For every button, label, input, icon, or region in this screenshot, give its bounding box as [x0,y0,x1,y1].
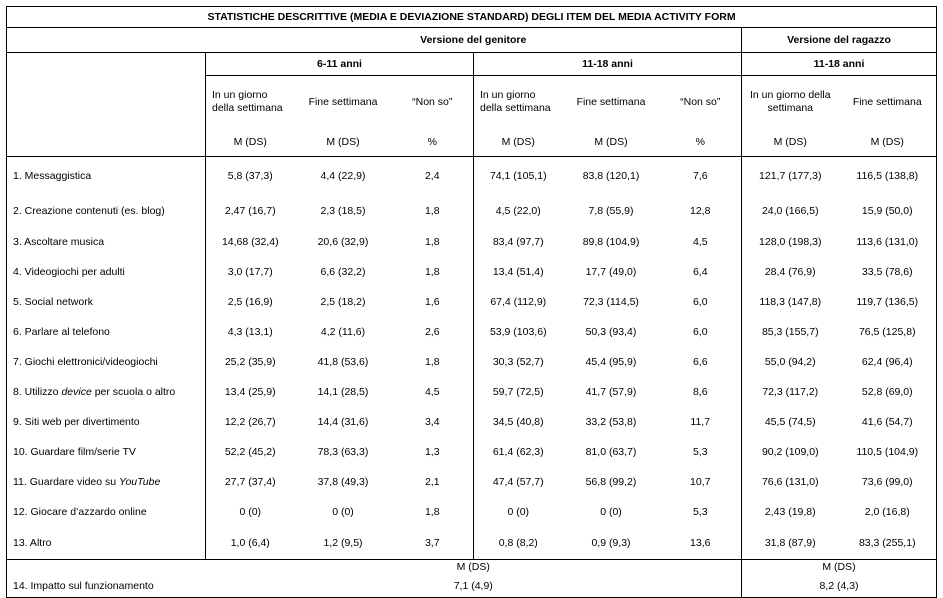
value-cell: 78,3 (63,3) [317,445,369,458]
value-cell: 2,3 (18,5) [320,204,366,217]
value-cell: 53,9 (103,6) [474,317,563,347]
table-title: STATISTICHE DESCRITTIVE (MEDIA E DEVIAZIONE STANDARD) DEGLI ITEM DEL MEDIA ACTIVITY FORM [7,7,937,28]
value-cell: 17,7 (49,0) [585,265,637,278]
value-cell: 4,4 (22,9) [320,169,366,182]
value-cell: 25,2 (35,9) [224,355,276,368]
subheader-weekday: In un giorno della settimana [212,89,283,114]
value-cell: 116,5 (138,8) [839,157,937,196]
value-cell: 74,1 (105,1) [474,157,563,196]
empty-cell [7,560,206,576]
value-cell: 67,4 (112,9) [474,287,563,317]
subheader-weekday: In un giorno della settimana [742,76,839,129]
row-label: 13. Altro [7,527,206,560]
child-age-11-18-header: 11-18 anni [742,53,937,76]
value-cell: 52,2 (45,2) [224,445,276,458]
unit-mds: M (DS) [563,128,660,157]
value-cell: 0,9 (9,3) [591,536,631,549]
impact-parent-value: 7,1 (4,9) [206,575,742,598]
value-cell: 0,8 (8,2) [474,527,563,560]
parent-age-11-18-header: 11-18 anni [474,53,742,76]
row-label: 3. Ascoltare musica [7,227,206,257]
value-cell: 1,3 [424,445,440,458]
value-cell: 2,1 [424,475,440,488]
value-cell: 121,7 (177,3) [742,157,839,196]
value-cell: 73,6 (99,0) [839,467,937,497]
value-cell: 76,6 (131,0) [742,467,839,497]
value-cell: 11,7 [690,415,711,428]
group-header-row [7,28,937,53]
value-cell: 13,4 (51,4) [474,257,563,287]
value-cell: 72,3 (114,5) [583,295,639,308]
value-cell: 6,6 (32,2) [320,265,366,278]
value-cell: 3,4 [424,415,440,428]
empty-header-cell [7,53,206,76]
table-row [7,195,937,227]
value-cell: 113,6 (131,0) [839,227,937,257]
table-row [7,347,937,377]
row-label-italic: device [61,385,92,398]
impact-row [7,575,937,598]
value-cell: 1,6 [424,295,440,308]
row-label: 5. Social network [7,287,206,317]
value-cell: 128,0 (198,3) [742,227,839,257]
row-label [7,377,206,407]
table-row [7,437,937,467]
value-cell: 5,8 (37,3) [227,169,273,182]
table-row [7,407,937,437]
value-cell: 56,8 (99,2) [585,475,637,488]
value-cell: 89,8 (104,9) [582,235,640,248]
impact-parent-mds-label: M (DS) [206,560,742,576]
value-cell: 34,5 (40,8) [474,407,563,437]
value-cell: 1,8 [424,265,440,278]
value-cell: 52,8 (69,0) [839,377,937,407]
subheader-weekend: Fine settimana [308,95,378,108]
table-row [7,377,937,407]
empty-header-cell [7,28,206,53]
value-cell: 72,3 (117,2) [742,377,839,407]
row-label-text: per scuola o altro [91,385,176,398]
unit-row [7,128,937,157]
value-cell: 41,8 (53,6) [317,355,369,368]
unit-mds: M (DS) [474,128,563,157]
value-cell: 5,3 [692,505,708,518]
value-cell: 45,5 (74,5) [742,407,839,437]
impact-mds-row [7,560,937,576]
value-cell: 59,7 (72,5) [474,377,563,407]
unit-mds: M (DS) [742,128,839,157]
data-rows [7,157,937,560]
table-row [7,467,937,497]
subheader-dontknow: “Non so” [412,95,453,108]
subheader-row [7,76,937,129]
value-cell: 6,6 [692,355,708,368]
value-cell: 13,6 [690,536,711,549]
value-cell: 119,7 (136,5) [839,287,937,317]
value-cell: 5,3 [692,445,708,458]
value-cell: 14,4 (31,6) [317,415,369,428]
row-label: 1. Messaggistica [7,157,206,196]
value-cell: 62,4 (96,4) [839,347,937,377]
value-cell: 6,4 [692,265,708,278]
value-cell: 20,6 (32,9) [317,235,369,248]
value-cell: 4,2 (11,6) [320,325,366,338]
row-label-text: 11. Guardare video su [13,475,120,488]
value-cell: 83,4 (97,7) [474,227,563,257]
value-cell: 4,5 [692,235,708,248]
table-row [7,287,937,317]
value-cell: 10,7 [690,475,711,488]
value-cell: 3,7 [424,536,440,549]
table-title-row [7,7,937,28]
age-header-row [7,53,937,76]
value-cell: 4,3 (13,1) [227,325,273,338]
subheader-weekend: Fine settimana [839,76,937,129]
parent-age-6-11-header: 6-11 anni [206,53,474,76]
value-cell: 24,0 (166,5) [742,195,839,227]
value-cell: 3,0 (17,7) [227,265,273,278]
table-row [7,527,937,560]
value-cell: 0 (0) [332,505,354,518]
value-cell: 85,3 (155,7) [742,317,839,347]
unit-mds: M (DS) [839,128,937,157]
value-cell: 76,5 (125,8) [839,317,937,347]
value-cell: 1,2 (9,5) [323,536,363,549]
value-cell: 61,4 (62,3) [474,437,563,467]
subheader-weekday: In un giorno della settimana [474,76,563,129]
value-cell: 41,7 (57,9) [585,385,637,398]
child-version-header: Versione del ragazzo [742,28,937,53]
value-cell: 2,4 [424,169,440,182]
value-cell: 1,0 (6,4) [230,536,270,549]
value-cell: 30,3 (52,7) [474,347,563,377]
value-cell: 0 (0) [474,497,563,527]
row-label: 12. Giocare d’azzardo online [7,497,206,527]
value-cell: 14,68 (32,4) [221,235,279,248]
descriptive-statistics-table-container [6,6,936,598]
value-cell: 12,8 [690,204,711,217]
parent-version-header: Versione del genitore [206,28,742,53]
value-cell: 41,6 (54,7) [839,407,937,437]
unit-mds: M (DS) [295,128,392,157]
value-cell: 27,7 (37,4) [224,475,276,488]
value-cell: 28,4 (76,9) [742,257,839,287]
table-row [7,257,937,287]
value-cell: 81,0 (63,7) [585,445,637,458]
row-label-italic: YouTube [119,475,161,488]
value-cell: 15,9 (50,0) [839,195,937,227]
row-label: 2. Creazione contenuti (es. blog) [7,195,206,227]
value-cell: 33,2 (53,8) [585,415,637,428]
value-cell: 6,0 [692,325,708,338]
value-cell: 1,8 [424,355,440,368]
value-cell: 2,5 (18,2) [320,295,366,308]
value-cell: 45,4 (95,9) [585,355,637,368]
value-cell: 0 (0) [239,505,262,518]
value-cell: 90,2 (109,0) [742,437,839,467]
value-cell: 4,5 [424,385,440,398]
value-cell: 50,3 (93,4) [585,325,637,338]
table-row [7,497,937,527]
value-cell: 1,8 [424,204,440,217]
row-label [7,467,206,497]
value-cell: 55,0 (94,2) [742,347,839,377]
subheader-weekend: Fine settimana [576,95,646,108]
row-label: 10. Guardare film/serie TV [7,437,206,467]
value-cell: 47,4 (57,7) [474,467,563,497]
row-label: 6. Parlare al telefono [7,317,206,347]
value-cell: 0 (0) [600,505,622,518]
unit-pct: % [392,128,474,157]
value-cell: 2,5 (16,9) [227,295,273,308]
value-cell: 2,0 (16,8) [839,497,937,527]
row-label-text: 8. Utilizzo [13,385,62,398]
value-cell: 118,3 (147,8) [742,287,839,317]
table-row [7,157,937,196]
value-cell: 33,5 (78,6) [839,257,937,287]
value-cell: 1,8 [424,235,440,248]
row-label: 7. Giochi elettronici/videogiochi [7,347,206,377]
value-cell: 13,4 (25,9) [224,385,276,398]
value-cell: 83,3 (255,1) [839,527,937,560]
value-cell: 8,6 [692,385,708,398]
row-label: 9. Siti web per divertimento [7,407,206,437]
value-cell: 7,6 [692,169,708,182]
value-cell: 1,8 [424,505,440,518]
value-cell: 31,8 (87,9) [742,527,839,560]
value-cell: 2,6 [424,325,440,338]
value-cell: 37,8 (49,3) [317,475,369,488]
impact-child-value: 8,2 (4,3) [742,575,937,598]
empty-header-cell [7,76,206,129]
value-cell: 14,1 (28,5) [317,385,369,398]
descriptive-statistics-table [6,6,937,598]
subheader-dontknow: “Non so” [680,95,721,108]
value-cell: 4,5 (22,0) [474,195,563,227]
unit-mds: M (DS) [206,128,295,157]
value-cell: 7,8 (55,9) [588,204,634,217]
value-cell: 2,43 (19,8) [742,497,839,527]
row-label: 4. Videogiochi per adulti [7,257,206,287]
impact-child-mds-label: M (DS) [742,560,937,576]
value-cell: 110,5 (104,9) [839,437,937,467]
impact-label: 14. Impatto sul funzionamento [7,575,206,598]
table-row [7,317,937,347]
value-cell: 83,8 (120,1) [582,169,640,182]
value-cell: 6,0 [692,295,708,308]
value-cell: 2,47 (16,7) [224,204,276,217]
table-row [7,227,937,257]
empty-header-cell [7,128,206,157]
unit-pct: % [660,128,742,157]
value-cell: 12,2 (26,7) [224,415,276,428]
